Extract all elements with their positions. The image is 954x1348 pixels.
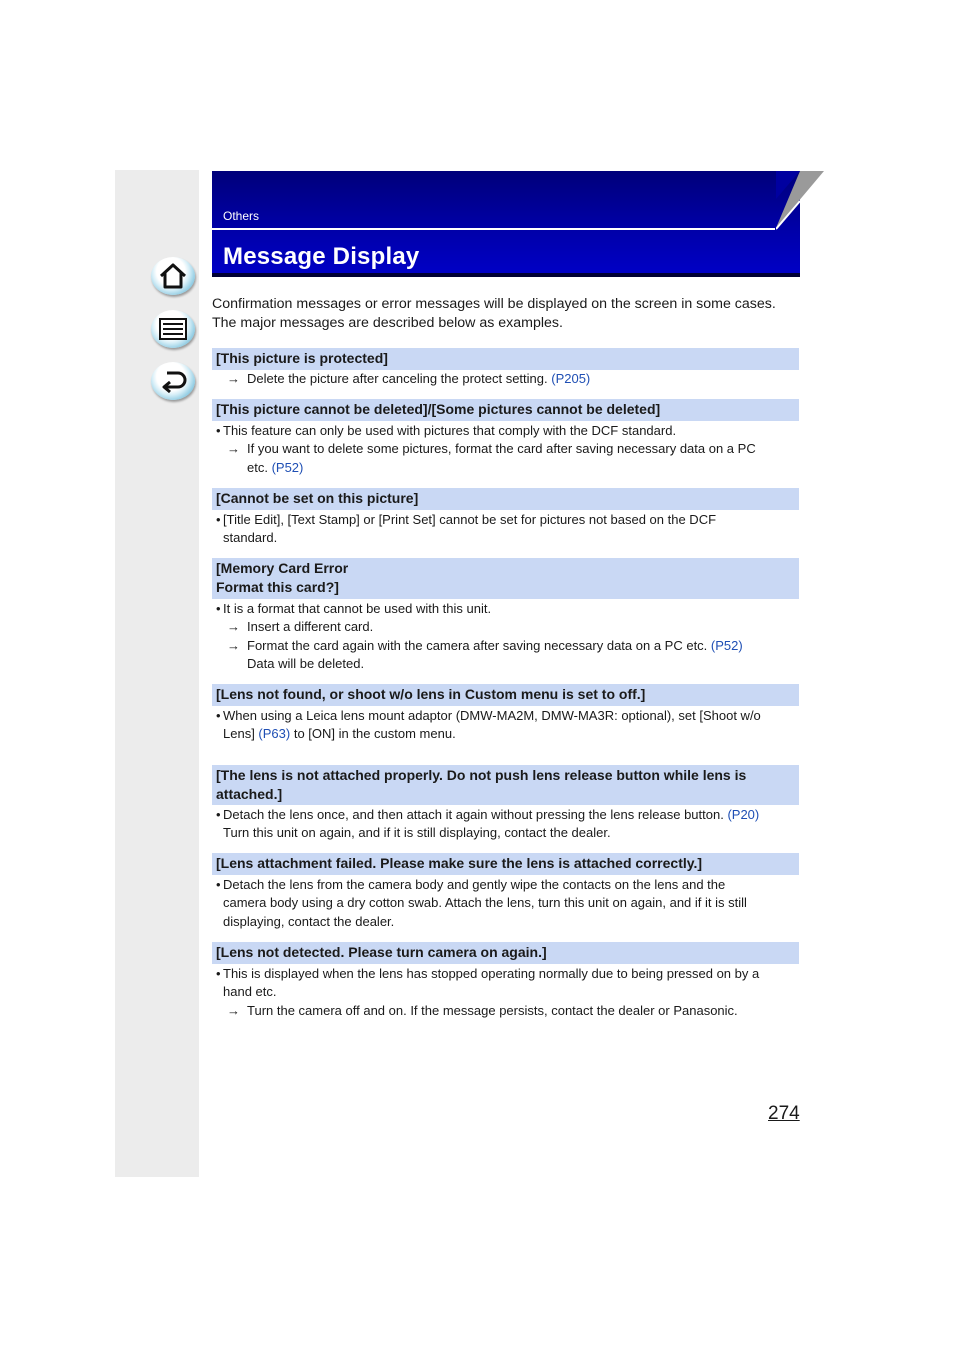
page-link[interactable]: (P52) — [710, 638, 743, 653]
menu-list-icon — [158, 317, 188, 341]
page-link[interactable]: (P52) — [271, 460, 304, 475]
message-heading — [212, 558, 799, 599]
back-button[interactable] — [151, 362, 195, 400]
heading-line: Format this card?] — [216, 579, 339, 595]
message-explanation: standard. — [223, 530, 278, 545]
message-explanation: Detach the lens from the camera body and gently wipe the contacts on the lens and the — [223, 877, 726, 892]
header-bottom-strip — [212, 273, 800, 277]
back-arrow-icon — [158, 367, 188, 395]
message-heading: [Cannot be set on this picture] — [212, 488, 799, 510]
message-heading: [This picture is protected] — [212, 348, 799, 370]
bullet-symbol: • — [216, 966, 221, 981]
arrow-symbol: → — [227, 371, 240, 386]
page-corner-fold — [776, 171, 824, 231]
message-instruction: Format the card again with the camera after saving necessary data on a PC etc. (P52) — [247, 638, 743, 653]
page-title: Message Display — [223, 243, 420, 270]
bullet-symbol: • — [216, 807, 221, 822]
bullet-symbol: • — [216, 423, 221, 438]
bullet-symbol: • — [216, 877, 221, 892]
page-link[interactable]: (P205) — [551, 371, 591, 386]
menu-button[interactable] — [151, 310, 195, 348]
message-explanation: hand etc. — [223, 984, 277, 999]
message-instruction: etc. (P52) — [247, 460, 304, 475]
arrow-symbol: → — [227, 619, 240, 634]
message-explanation: [Title Edit], [Text Stamp] or [Print Set] cannot be set for pictures not based on the DCF — [223, 512, 717, 527]
message-instruction: Insert a different card. — [247, 619, 374, 634]
intro-text — [212, 295, 804, 332]
message-heading: [This picture cannot be deleted]/[Some pictures cannot be deleted] — [212, 399, 799, 421]
message-heading: [Lens not found, or shoot w/o lens in Custom menu is set to off.] — [212, 684, 799, 706]
heading-line: [The lens is not attached properly. Do not push lens release button while lens is — [216, 767, 747, 783]
message-instruction: Delete the picture after canceling the protect setting. (P205) — [247, 371, 591, 386]
message-heading — [212, 765, 799, 805]
heading-line: attached.] — [216, 786, 283, 802]
bullet-symbol: • — [216, 601, 221, 616]
bullet-symbol: • — [216, 708, 221, 723]
message-explanation: It is a format that cannot be used with this unit. — [223, 601, 492, 616]
message-instruction: Turn the camera off and on. If the message persists, contact the dealer or Panasonic. — [247, 1003, 738, 1018]
message-explanation: Lens] (P63) to [ON] in the custom menu. — [223, 726, 456, 741]
arrow-symbol: → — [227, 441, 240, 456]
message-explanation: This feature can only be used with pictures that comply with the DCF standard. — [223, 423, 677, 438]
message-explanation: Detach the lens once, and then attach it again without pressing the lens release button. (P20) — [223, 807, 760, 822]
message-heading: [Lens attachment failed. Please make sure the lens is attached correctly.] — [212, 853, 799, 875]
arrow-symbol: → — [227, 638, 240, 653]
header-divider — [212, 228, 775, 230]
heading-line: [Memory Card Error — [216, 560, 349, 576]
category-label: Others — [223, 209, 260, 223]
page-number: 274 — [768, 1103, 800, 1124]
message-explanation: This is displayed when the lens has stopped operating normally due to being pressed on by a — [223, 966, 760, 981]
intro-line-1: Confirmation messages or error messages will be displayed on the screen in some cases. — [212, 296, 776, 312]
intro-line-2: The major messages are described below as examples. — [212, 314, 563, 331]
message-explanation: displaying, contact the dealer. — [223, 914, 395, 929]
page-link[interactable]: (P20) — [727, 807, 760, 822]
page-link[interactable]: (P63) — [258, 726, 291, 741]
message-explanation: Turn this unit on again, and if it is still displaying, contact the dealer. — [223, 825, 611, 840]
message-instruction: Data will be deleted. — [247, 656, 365, 671]
message-explanation: When using a Leica lens mount adaptor (DMW-MA2M, DMW-MA3R: optional), set [Shoot w/o — [223, 708, 761, 723]
message-explanation: camera body using a dry cotton swab. Attach the lens, turn this unit on again, and if it is still — [223, 895, 747, 910]
home-icon — [158, 262, 188, 290]
message-heading: [Lens not detected. Please turn camera on again.] — [212, 942, 799, 964]
home-button[interactable] — [151, 257, 195, 295]
message-instruction: If you want to delete some pictures, format the card after saving necessary data on a PC — [247, 441, 756, 456]
arrow-symbol: → — [227, 1003, 240, 1018]
bullet-symbol: • — [216, 512, 221, 527]
